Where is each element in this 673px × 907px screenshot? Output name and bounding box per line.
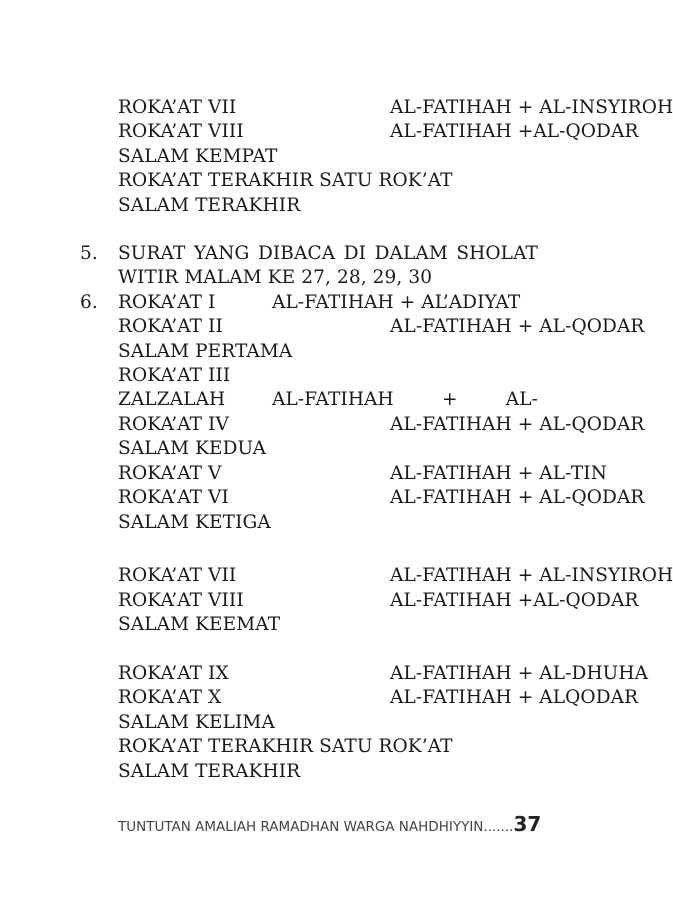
rakaat-surah <box>272 388 538 412</box>
text-line <box>118 120 639 144</box>
item-5-line-1 <box>118 242 538 266</box>
rakaat-surah: AL-FATIHAH + ALQODAR <box>390 687 639 708</box>
rakaat-surah: AL-FATIHAH +AL-QODAR <box>390 121 639 142</box>
text-line: ZALZALAH <box>118 389 226 410</box>
item-5-line-2: WITIR MALAM KE 27, 28, 29, 30 <box>118 267 433 288</box>
rakaat-label: ROKA’AT II <box>118 316 223 337</box>
rakaat-label: ROKA’AT VI <box>118 487 229 508</box>
rakaat-surah: AL-FATIHAH + AL-QODAR <box>390 316 645 337</box>
rakaat-label: ROKA’AT VII <box>118 565 237 586</box>
page-number: 37 <box>513 812 542 836</box>
rakaat-surah: AL-FATIHAH + AL-QODAR <box>390 487 645 508</box>
rakaat-label: ROKA’AT VIII <box>118 590 244 611</box>
rakaat-surah: AL-FATIHAH + AL-INSYIROH <box>390 565 673 586</box>
text-line <box>118 462 607 486</box>
rakaat-label: ROKA’AT X <box>118 687 222 708</box>
word: AL-FATIHAH <box>272 389 394 410</box>
word: SURAT <box>118 243 186 264</box>
text-line <box>118 686 639 710</box>
word: YANG <box>193 243 250 264</box>
list-number: 6. <box>80 292 98 313</box>
text-line <box>118 486 645 510</box>
rakaat-label: ROKA’AT IX <box>118 663 229 684</box>
salam-line: SALAM KEMPAT <box>118 146 278 167</box>
text-line: ROKA’AT TERAKHIR SATU ROK’AT <box>118 736 453 757</box>
text-line <box>118 589 639 613</box>
salam-line: SALAM KELIMA <box>118 712 275 733</box>
rakaat-surah: AL-FATIHAH + AL’ADIYAT <box>272 292 521 313</box>
text-line <box>118 564 673 588</box>
rakaat-label: ROKA’AT VII <box>118 97 237 118</box>
word: + <box>441 389 458 410</box>
text-line <box>118 315 645 339</box>
salam-line: SALAM PERTAMA <box>118 341 293 362</box>
rakaat-surah: AL-FATIHAH +AL-QODAR <box>390 590 639 611</box>
salam-line: SALAM KEEMAT <box>118 614 281 635</box>
rakaat-surah: AL-FATIHAH + AL-QODAR <box>390 414 645 435</box>
word: DALAM <box>374 243 448 264</box>
salam-line: SALAM TERAKHIR <box>118 195 301 216</box>
salam-line: SALAM TERAKHIR <box>118 761 301 782</box>
rakaat-surah: AL-FATIHAH + AL-INSYIROH <box>390 97 673 118</box>
rakaat-label: ROKA’AT VIII <box>118 121 244 142</box>
rakaat-surah: AL-FATIHAH + AL-DHUHA <box>390 663 649 684</box>
text-line <box>118 413 645 437</box>
text-line <box>118 662 649 686</box>
rakaat-label: ROKA’AT I <box>118 292 216 313</box>
salam-line: SALAM KEDUA <box>118 438 267 459</box>
text-line <box>118 96 673 120</box>
word: SHOLAT <box>456 243 538 264</box>
word: AL- <box>505 389 538 410</box>
rakaat-label: ROKA’AT III <box>118 365 231 386</box>
list-number: 5. <box>80 243 98 264</box>
word: DIBACA <box>257 243 336 264</box>
page-footer <box>118 812 541 836</box>
rakaat-label: ROKA’AT V <box>118 463 222 484</box>
text-line: ROKA’AT TERAKHIR SATU ROK’AT <box>118 170 453 191</box>
footer-title: TUNTUTAN AMALIAH RAMADHAN WARGA NAHDHIYYIN....... <box>118 819 514 835</box>
rakaat-surah: AL-FATIHAH + AL-TIN <box>390 463 607 484</box>
salam-line: SALAM KETIGA <box>118 512 271 533</box>
word: DI <box>343 243 367 264</box>
rakaat-label: ROKA’AT IV <box>118 414 229 435</box>
